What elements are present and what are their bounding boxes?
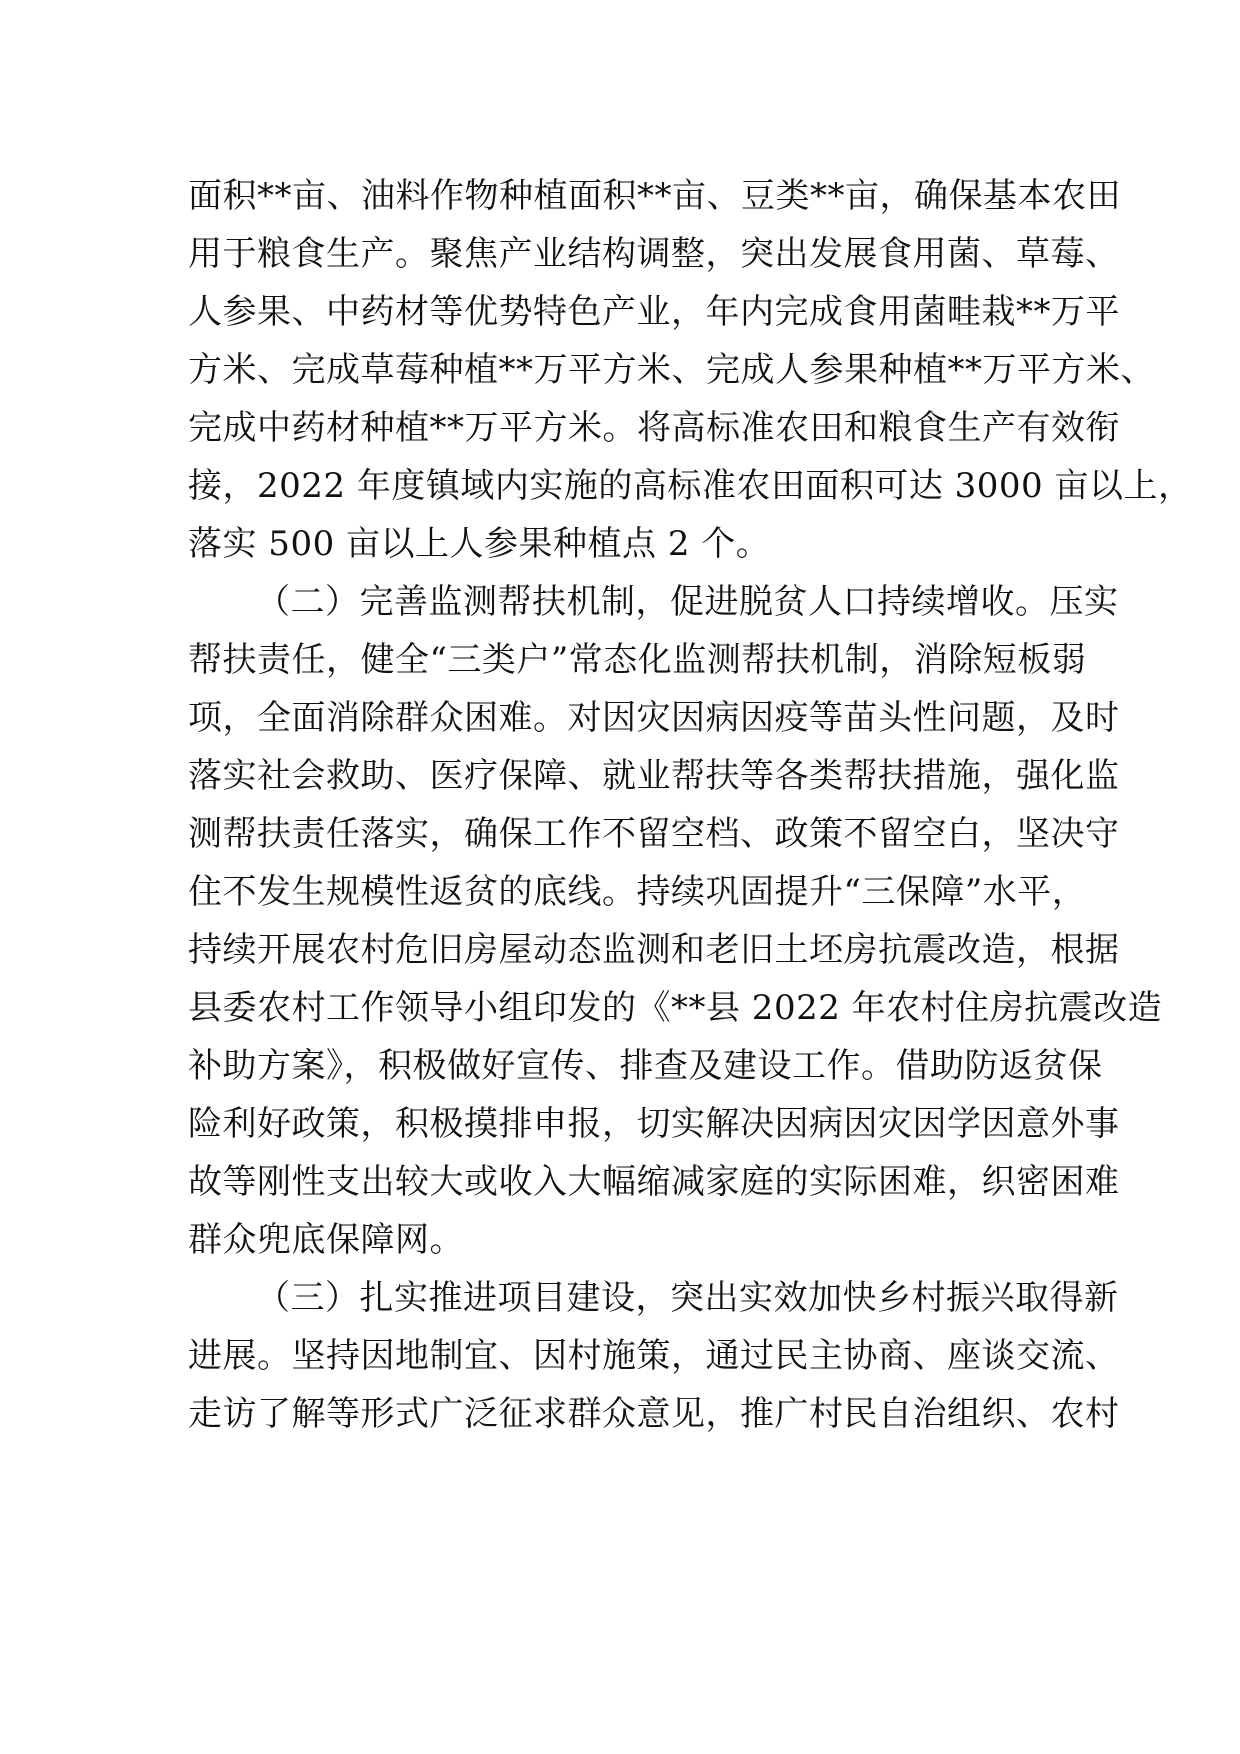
text-line: 故等刚性支出较大或收入大幅缩减家庭的实际困难，织密困难 [188, 1162, 1120, 1202]
text-line: 持续开展农村危旧房屋动态监测和老旧土坯房抗震改造，根据 [188, 930, 1120, 970]
text-line: 补助方案》，积极做好宣传、排查及建设工作。借助防返贫保 [188, 1046, 1103, 1086]
text-line: 完成中药材种植**万平方米。将高标准农田和粮食生产有效衔 [188, 408, 1120, 448]
text-line: 方米、完成草莓种植**万平方米、完成人参果种植**万平方米、 [188, 350, 1155, 390]
text-line: 用于粮食生产。聚焦产业结构调整，突出发展食用菌、草莓、 [188, 234, 1120, 274]
text-line: 接，2022 年度镇域内实施的高标准农田面积可达 3000 亩以上， [188, 466, 1193, 506]
text-line: 群众兜底保障网。 [188, 1220, 464, 1260]
text-line: 走访了解等形式广泛征求群众意见，推广村民自治组织、农村 [188, 1394, 1120, 1434]
section-heading-3: （三）扎实推进项目建设，突出实效加快乡村振兴取得新 [256, 1278, 1119, 1318]
text-line: 险利好政策，积极摸排申报，切实解决因病因灾因学因意外事 [188, 1104, 1120, 1144]
text-line: 县委农村工作领导小组印发的《**县 2022 年农村住房抗震改造 [188, 988, 1163, 1028]
text-line: 面积**亩、油料作物种植面积**亩、豆类**亩，确保基本农田 [188, 176, 1121, 216]
text-line: 帮扶责任，健全“三类户”常态化监测帮扶机制，消除短板弱 [188, 640, 1087, 680]
text-line: 测帮扶责任落实，确保工作不留空档、政策不留空白，坚决守 [188, 814, 1120, 854]
text-line: 项，全面消除群众困难。对因灾因病因疫等苗头性问题，及时 [188, 698, 1120, 738]
text-line: 落实 500 亩以上人参果种植点 2 个。 [188, 524, 771, 564]
section-heading-2: （二）完善监测帮扶机制，促进脱贫人口持续增收。压实 [256, 582, 1119, 622]
text-line: 进展。坚持因地制宜、因村施策，通过民主协商、座谈交流、 [188, 1336, 1120, 1376]
text-line: 人参果、中药材等优势特色产业，年内完成食用菌畦栽**万平 [188, 292, 1120, 332]
text-line: 落实社会救助、医疗保障、就业帮扶等各类帮扶措施，强化监 [188, 756, 1120, 796]
text-line: 住不发生规模性返贫的底线。持续巩固提升“三保障”水平， [188, 872, 1087, 912]
